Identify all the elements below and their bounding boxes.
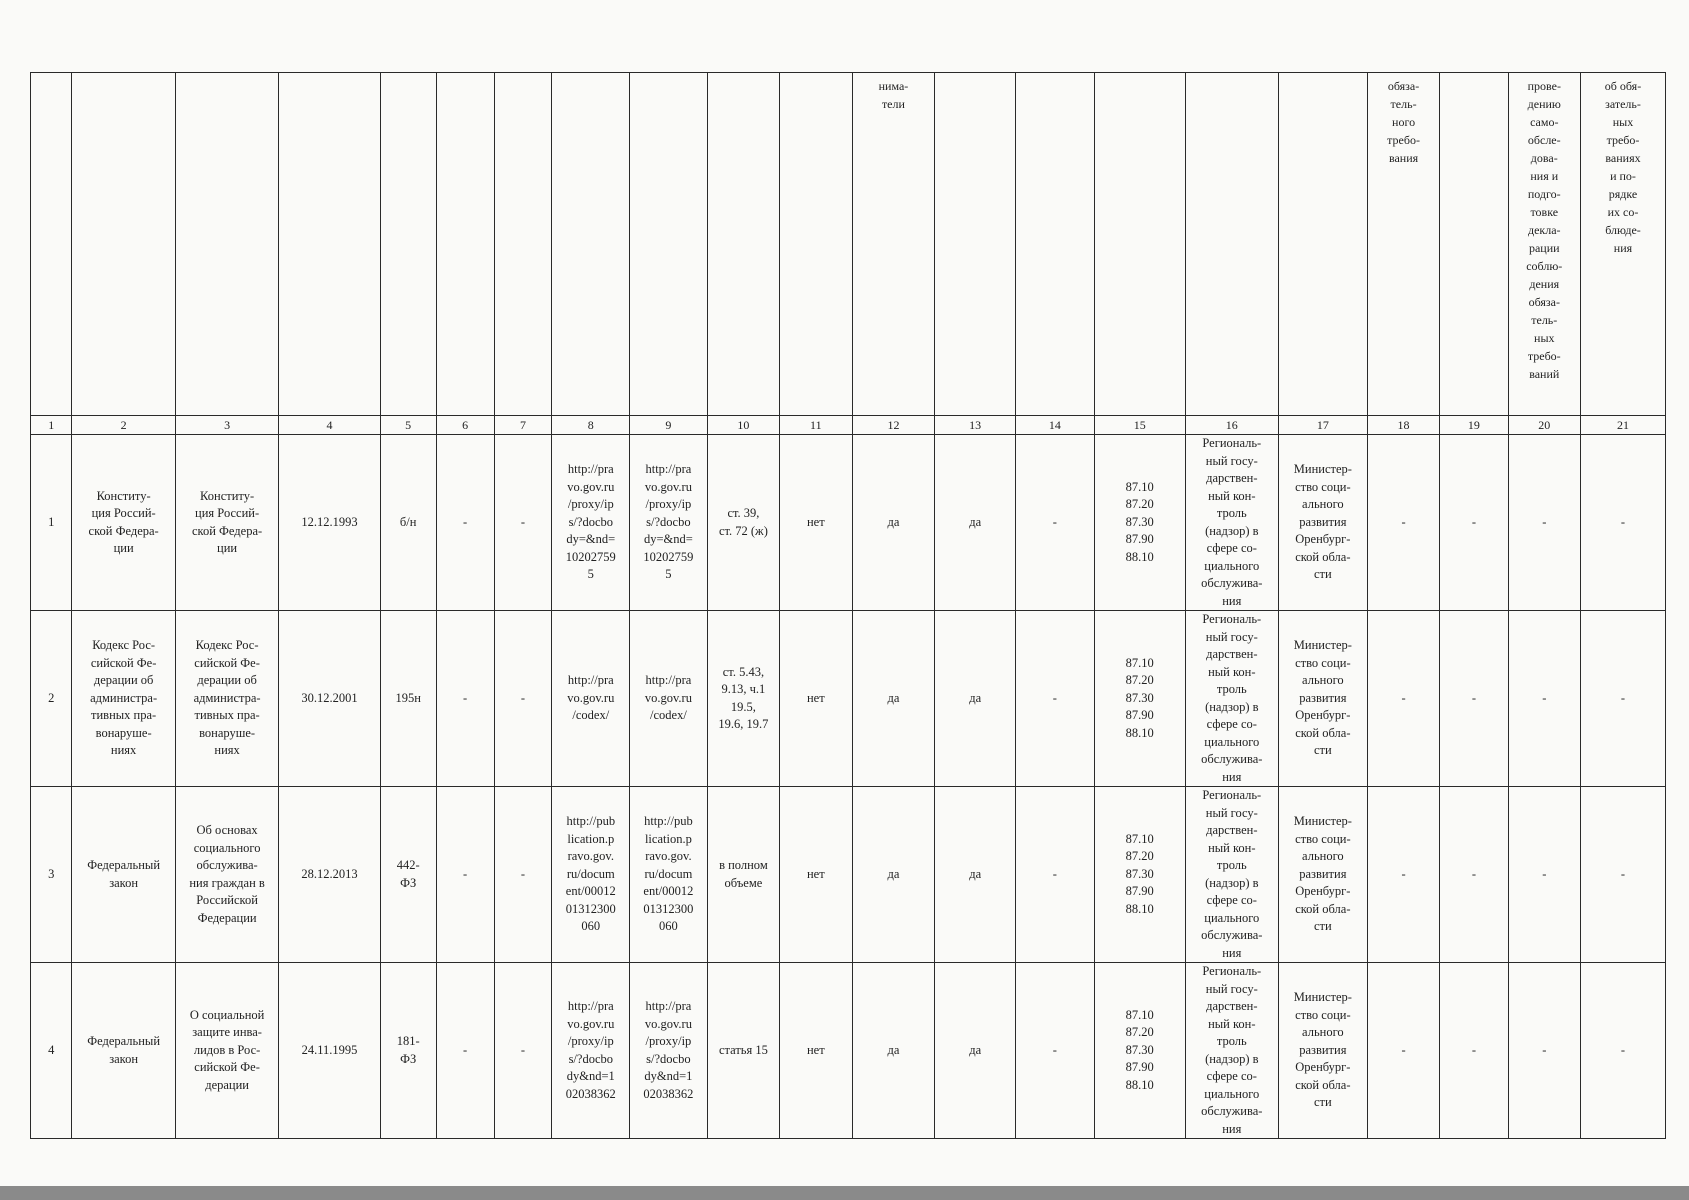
header-cell [1278, 73, 1367, 416]
column-number-cell: 5 [380, 416, 436, 435]
table-cell: Региональ- ный госу- дарствен- ный кон- троль (надзор) в сфере со- циального обслужива- ния [1185, 435, 1278, 611]
table-cell: 181- ФЗ [380, 963, 436, 1139]
table-cell: - [1367, 435, 1439, 611]
table-cell: Федеральный закон [72, 787, 175, 963]
table-cell: О социальной защите инва- лидов в Рос- сийской Фе- дерации [175, 963, 278, 1139]
table-cell: Конститу- ция Россий- ской Федера- ции [175, 435, 278, 611]
table-cell: - [1440, 963, 1508, 1139]
table-cell: да [935, 963, 1016, 1139]
table-cell: нет [780, 787, 852, 963]
table-cell: б/н [380, 435, 436, 611]
table-cell: Региональ- ный госу- дарствен- ный кон- троль (надзор) в сфере со- циального обслужива- ния [1185, 963, 1278, 1139]
column-number-cell: 15 [1094, 416, 1185, 435]
column-number-cell: 11 [780, 416, 852, 435]
table-cell: Кодекс Рос- сийской Фе- дерации об администра- тивных пра- вонаруше- ниях [72, 611, 175, 787]
header-cell [1185, 73, 1278, 416]
table-cell: да [852, 787, 935, 963]
column-number-cell: 1 [31, 416, 72, 435]
table-cell: - [1016, 787, 1095, 963]
table-cell: 87.10 87.20 87.30 87.90 88.10 [1094, 435, 1185, 611]
table-cell: Кодекс Рос- сийской Фе- дерации об администра- тивных пра- вонаруше- ниях [175, 611, 278, 787]
table-cell: нет [780, 435, 852, 611]
table-cell: - [494, 435, 552, 611]
table-cell: http://pra vo.gov.ru /proxy/ip s/?docbo dy&nd=1 02038362 [630, 963, 708, 1139]
table-row [31, 435, 1666, 611]
column-number-row [31, 416, 1666, 435]
table-cell: да [852, 435, 935, 611]
column-number-cell: 3 [175, 416, 278, 435]
table-cell: - [436, 787, 494, 963]
table-cell: 87.10 87.20 87.30 87.90 88.10 [1094, 787, 1185, 963]
header-row [31, 73, 1666, 416]
column-number-cell: 7 [494, 416, 552, 435]
table-cell: нет [780, 611, 852, 787]
table-cell: - [1580, 435, 1665, 611]
table-cell: - [436, 435, 494, 611]
table-cell: 442- ФЗ [380, 787, 436, 963]
header-cell [1016, 73, 1095, 416]
table-cell: - [1016, 963, 1095, 1139]
table-cell: http://pub lication.p ravo.gov. ru/docum ent/00012 01312300 060 [630, 787, 708, 963]
column-number-cell: 19 [1440, 416, 1508, 435]
header-cell [380, 73, 436, 416]
table-cell: http://pra vo.gov.ru /codex/ [630, 611, 708, 787]
table-cell: 30.12.2001 [279, 611, 380, 787]
table-cell: - [1016, 611, 1095, 787]
header-cell: нима- тели [852, 73, 935, 416]
table-row [31, 787, 1666, 963]
table-cell: статья 15 [707, 963, 779, 1139]
table-row [31, 611, 1666, 787]
table-cell: - [494, 963, 552, 1139]
column-number-cell: 10 [707, 416, 779, 435]
table-cell: - [1580, 787, 1665, 963]
header-cell [1094, 73, 1185, 416]
table-cell: Об основах социального обслужива- ния граждан в Российской Федерации [175, 787, 278, 963]
header-cell [780, 73, 852, 416]
requirements-table [30, 72, 1666, 1139]
table-cell: http://pra vo.gov.ru /proxy/ip s/?docbo dy&nd=1 02038362 [552, 963, 630, 1139]
table-cell: 28.12.2013 [279, 787, 380, 963]
header-cell: обяза- тель- ного требо- вания [1367, 73, 1439, 416]
header-cell [175, 73, 278, 416]
table-cell: - [1508, 963, 1580, 1139]
table-cell: Региональ- ный госу- дарствен- ный кон- троль (надзор) в сфере со- циального обслужива- ния [1185, 787, 1278, 963]
table-cell: да [935, 435, 1016, 611]
table-cell: 4 [31, 963, 72, 1139]
table-cell: 195н [380, 611, 436, 787]
column-number-cell: 12 [852, 416, 935, 435]
table-cell: 3 [31, 787, 72, 963]
header-cell [707, 73, 779, 416]
table-cell: - [1580, 963, 1665, 1139]
column-number-cell: 18 [1367, 416, 1439, 435]
header-cell: об обя- затель- ных требо- ваниях и по- рядке их со- блюде- ния [1580, 73, 1665, 416]
column-number-cell: 6 [436, 416, 494, 435]
column-number-cell: 21 [1580, 416, 1665, 435]
table-cell: 87.10 87.20 87.30 87.90 88.10 [1094, 611, 1185, 787]
table-cell: - [1016, 435, 1095, 611]
header-cell [31, 73, 72, 416]
column-number-cell: 8 [552, 416, 630, 435]
table-cell: Министер- ство соци- ального развития Оренбург- ской обла- сти [1278, 435, 1367, 611]
table-cell: Министер- ство соци- ального развития Оренбург- ской обла- сти [1278, 611, 1367, 787]
table-cell: - [1508, 787, 1580, 963]
table-cell: в полном объеме [707, 787, 779, 963]
table-cell: ст. 39, ст. 72 (ж) [707, 435, 779, 611]
table-cell: - [494, 787, 552, 963]
table-cell: - [436, 611, 494, 787]
column-number-cell: 9 [630, 416, 708, 435]
header-cell [552, 73, 630, 416]
table-cell: 24.11.1995 [279, 963, 380, 1139]
table-cell: - [1440, 435, 1508, 611]
table-cell: да [935, 611, 1016, 787]
table-cell: - [1440, 611, 1508, 787]
table-cell: - [436, 963, 494, 1139]
table-cell: http://pra vo.gov.ru /codex/ [552, 611, 630, 787]
table-cell: да [852, 611, 935, 787]
table-cell: Федеральный закон [72, 963, 175, 1139]
column-number-cell: 13 [935, 416, 1016, 435]
table-cell: 1 [31, 435, 72, 611]
table-cell: 2 [31, 611, 72, 787]
table-row [31, 963, 1666, 1139]
table-cell: Министер- ство соци- ального развития Оренбург- ской обла- сти [1278, 787, 1367, 963]
table-cell: - [1508, 611, 1580, 787]
table-cell: Региональ- ный госу- дарствен- ный кон- троль (надзор) в сфере со- циального обслужива- ния [1185, 611, 1278, 787]
table-cell: - [1508, 435, 1580, 611]
column-number-cell: 2 [72, 416, 175, 435]
header-cell [935, 73, 1016, 416]
table-cell: - [1367, 963, 1439, 1139]
column-number-cell: 14 [1016, 416, 1095, 435]
header-cell [630, 73, 708, 416]
table-cell: да [935, 787, 1016, 963]
table-cell: - [1367, 611, 1439, 787]
header-cell [1440, 73, 1508, 416]
header-cell [279, 73, 380, 416]
table-cell: http://pra vo.gov.ru /proxy/ip s/?docbo dy=&nd= 10202759 5 [552, 435, 630, 611]
table-cell: нет [780, 963, 852, 1139]
table-cell: - [1367, 787, 1439, 963]
scanner-edge [0, 1186, 1689, 1200]
table-cell: http://pra vo.gov.ru /proxy/ip s/?docbo dy=&nd= 10202759 5 [630, 435, 708, 611]
header-cell: прове- дению само- обсле- дова- ния и подго- товке декла- рации соблю- дения обяза- тель- ных требо- ваний [1508, 73, 1580, 416]
table-cell: - [1440, 787, 1508, 963]
table-cell: ст. 5.43, 9.13, ч.1 19.5, 19.6, 19.7 [707, 611, 779, 787]
header-cell [436, 73, 494, 416]
header-cell [494, 73, 552, 416]
table-cell: - [494, 611, 552, 787]
table-cell: http://pub lication.p ravo.gov. ru/docum ent/00012 01312300 060 [552, 787, 630, 963]
column-number-cell: 17 [1278, 416, 1367, 435]
table-cell: 12.12.1993 [279, 435, 380, 611]
column-number-cell: 16 [1185, 416, 1278, 435]
column-number-cell: 4 [279, 416, 380, 435]
column-number-cell: 20 [1508, 416, 1580, 435]
table-cell: Министер- ство соци- ального развития Оренбург- ской обла- сти [1278, 963, 1367, 1139]
table-cell: - [1580, 611, 1665, 787]
table-cell: Конститу- ция Россий- ской Федера- ции [72, 435, 175, 611]
header-cell [72, 73, 175, 416]
table-cell: 87.10 87.20 87.30 87.90 88.10 [1094, 963, 1185, 1139]
table-cell: да [852, 963, 935, 1139]
